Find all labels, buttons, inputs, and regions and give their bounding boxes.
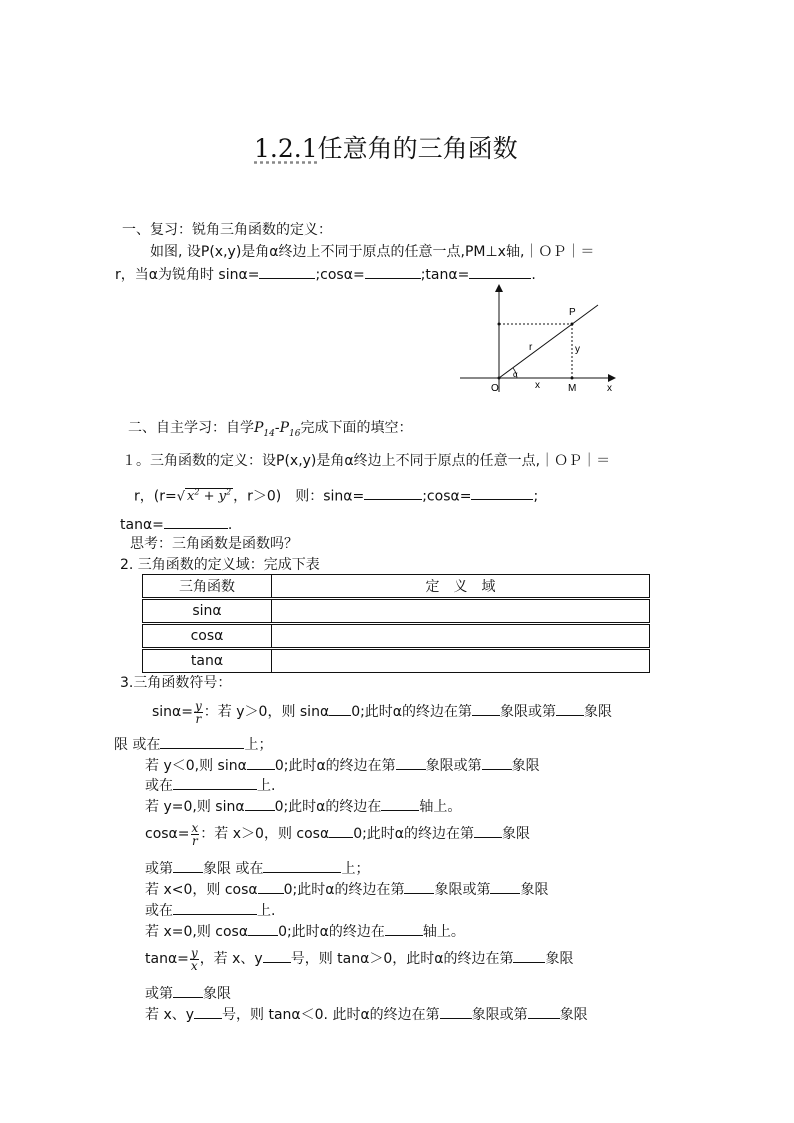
fraction-y-over-x (190, 947, 199, 972)
blank[interactable] (263, 859, 341, 873)
sin-neg-cont (145, 776, 275, 795)
on-end: 上； (244, 737, 273, 753)
axis-end: 轴上。 (422, 924, 465, 940)
blank[interactable] (173, 859, 203, 873)
label-x-seg: x (535, 380, 540, 391)
or-at: 或在 (145, 778, 173, 794)
axis-end: 轴上。 (419, 799, 462, 815)
heading-text-b: 完成下面的填空： (300, 420, 413, 436)
label-tan: ;tanα= (420, 267, 470, 283)
on-dot: 上. (257, 903, 276, 919)
item1-line1: １。三角函数的定义：设P(x,y)是角α终边上不同于原点的任意一点,｜ＯＰ｜＝ (122, 453, 611, 469)
blank[interactable] (472, 702, 500, 716)
blank[interactable] (385, 922, 423, 936)
sin1-text: ：若 y＞0，则 sinα (203, 704, 330, 720)
cos-zero-line (145, 922, 465, 941)
blank[interactable] (248, 922, 278, 936)
blank[interactable] (173, 984, 203, 998)
rad-plus: + (199, 489, 219, 505)
cont-text: 限 或在 (114, 737, 161, 753)
sq-x: 2 (194, 488, 200, 497)
sin-eq: sinα= (152, 704, 194, 720)
page-range (254, 420, 301, 439)
blank[interactable] (329, 824, 353, 838)
think-question: 思考：三角函数是函数吗？ (130, 536, 298, 552)
quad: 象限 (559, 1007, 588, 1023)
frac-num: y (195, 698, 202, 713)
cos-eq: cosα= (145, 826, 190, 842)
blank[interactable] (258, 880, 284, 894)
blank[interactable] (396, 756, 426, 770)
label-r: r (529, 342, 533, 353)
fraction-y-over-r (194, 700, 203, 725)
blank[interactable] (482, 756, 512, 770)
y-point (498, 323, 501, 326)
tan2-text: 若 x、y (145, 1007, 195, 1023)
blank-tan-def[interactable] (164, 515, 228, 529)
sin2-text-b: 0;此时α的终边在第 (274, 758, 396, 774)
tan-def-line (145, 944, 573, 974)
table-row (143, 599, 650, 624)
label-x-axis: x (607, 383, 612, 394)
point-P (571, 323, 574, 326)
cos1-text: ：若 x＞0，则 cosα (200, 826, 330, 842)
cont-text-b: 象限 或在 (203, 861, 264, 877)
quad-or: 象限或第 (425, 758, 482, 774)
frac-den: r (195, 711, 202, 726)
label-sin: r，当α为锐角时 sinα= (115, 267, 260, 283)
on-dot: 上. (257, 778, 276, 794)
sin-def-line (152, 697, 612, 727)
blank[interactable] (474, 824, 502, 838)
r-eq: r，(r= (134, 488, 177, 505)
label-sin: ，r＞0) 则：sinα= (233, 488, 365, 505)
tan2-text-b: 号，则 tanα＜0. 此时α的终边在第 (222, 1007, 440, 1023)
quad-or: 象限或第 (500, 704, 557, 720)
blank[interactable] (173, 776, 257, 790)
label-y-seg: y (575, 344, 580, 355)
quad-or: 象限或第 (471, 1007, 528, 1023)
sin2-text: 若 y＜0,则 sinα (145, 758, 247, 774)
blank[interactable] (173, 901, 257, 915)
cos3-text: 若 x=0,则 cosα (145, 924, 249, 940)
cos-def-line (145, 819, 530, 849)
blank[interactable] (404, 880, 434, 894)
label-cos: ;cosα= (315, 267, 365, 283)
on-end: 上； (341, 861, 370, 877)
p-end: P (279, 420, 290, 436)
label-cos: ;cosα= (422, 488, 472, 505)
tan1-text: ，若 x、y (199, 951, 263, 967)
fraction-x-over-r (191, 822, 200, 847)
label-M: M (568, 383, 577, 394)
cos-neg-cont (145, 901, 275, 920)
sqrt-expression: √ $x^2 + y^2$ (176, 488, 232, 505)
section1-heading: 一、复习：锐角三角函数的定义： (122, 222, 332, 238)
blank-sin[interactable] (259, 265, 315, 279)
rad-y: y (218, 489, 226, 505)
quad: 象限 (520, 882, 549, 898)
frac-den: r (192, 833, 198, 848)
table-row (143, 624, 650, 649)
table-cell-sin: sinα (143, 599, 272, 624)
table-cell-tan-domain[interactable] (272, 649, 650, 673)
blank[interactable] (247, 756, 275, 770)
sin-zero-line (145, 797, 461, 816)
sin-neg-line (145, 756, 540, 775)
terminal-side (499, 305, 598, 378)
cos3-text-b: 0;此时α的终边在 (278, 924, 385, 940)
label-P: P (569, 307, 576, 318)
sq-y: 2 (225, 488, 232, 497)
sin1-text-b: 0;此时α的终边在第 (351, 704, 473, 720)
quad: 象限 (502, 826, 531, 842)
cos2-text: 若 x<0，则 cosα (145, 882, 258, 898)
blank-sin-def[interactable] (364, 486, 422, 500)
blank[interactable] (194, 1005, 222, 1019)
table-cell-sin-domain[interactable] (272, 599, 650, 624)
blank[interactable] (440, 1005, 472, 1019)
blank[interactable] (490, 880, 520, 894)
title-text: 任意角的三角函数 (317, 134, 518, 163)
tan-neg-line (145, 1005, 588, 1024)
frac-num: x (191, 820, 199, 835)
coordinate-figure (455, 280, 625, 400)
blank[interactable] (381, 797, 419, 811)
blank[interactable] (528, 1005, 560, 1019)
quad: 象限 (203, 986, 231, 1002)
blank[interactable] (263, 949, 291, 963)
table-header-func: 三角函数 (143, 575, 272, 599)
section1-line1: 如图, 设P(x,y)是角α终边上不同于原点的任意一点,PM⊥x轴,｜ＯＰ｜＝ (150, 244, 595, 260)
semicolon: ; (533, 488, 539, 505)
item1-line2 (134, 482, 538, 508)
cos-def-cont (145, 859, 369, 878)
point-M (571, 377, 574, 380)
p-start: P (254, 420, 264, 436)
p-end-sub: 16 (289, 428, 301, 439)
sin3-text-b: 0;此时α的终边在 (274, 799, 382, 815)
domain-table (142, 574, 650, 673)
blank-cos-def[interactable] (471, 486, 533, 500)
item1-line3 (120, 515, 232, 534)
cos2-text-b: 0;此时α的终边在第 (283, 882, 405, 898)
blank[interactable] (329, 702, 351, 716)
label-tan: tanα= (120, 517, 164, 533)
blank-tan[interactable] (469, 265, 531, 279)
section2-heading (128, 419, 412, 443)
table-cell-cos: cosα (143, 624, 272, 649)
period: . (531, 267, 536, 283)
quad: 象限 (584, 704, 613, 720)
blank-cos[interactable] (365, 265, 421, 279)
origin-point (498, 377, 501, 380)
frac-den: x (190, 958, 198, 973)
or-at: 或在 (145, 903, 173, 919)
item2-heading: 2. 三角函数的定义域：完成下表 (120, 557, 320, 573)
sin-def-cont (114, 735, 272, 754)
frac-num: y (190, 945, 198, 960)
blank[interactable] (245, 797, 275, 811)
quad: 象限 (545, 951, 574, 967)
table-row (143, 649, 650, 673)
cos1-text-b: 0;此时α的终边在第 (353, 826, 475, 842)
period: . (227, 517, 233, 533)
page-title (254, 133, 518, 165)
table-cell-tan: tanα (143, 649, 272, 673)
blank[interactable] (513, 949, 545, 963)
table-header-row (143, 575, 650, 599)
cont-text: 或第 (145, 861, 173, 877)
blank[interactable] (160, 735, 244, 749)
tan-def-cont (145, 984, 231, 1003)
p-start-sub: 14 (263, 428, 275, 439)
item3-heading: 3.三角函数符号： (120, 675, 232, 691)
title-number: 1.2.1 (254, 134, 318, 163)
dash: - (274, 420, 280, 436)
quad-or: 象限或第 (434, 882, 491, 898)
quad: 象限 (511, 758, 540, 774)
rad-x: x (187, 489, 195, 505)
label-O: O (491, 383, 499, 394)
heading-text: 二、自主学习：自学 (128, 420, 254, 436)
table-header-domain: 定 义 域 (272, 575, 650, 599)
label-alpha: α (513, 370, 518, 379)
table-cell-cos-domain[interactable] (272, 624, 650, 649)
blank[interactable] (556, 702, 584, 716)
sin3-text: 若 y=0,则 sinα (145, 799, 245, 815)
cont-text: 或第 (145, 986, 173, 1002)
tan-eq: tanα= (145, 951, 189, 967)
cos-neg-line (145, 880, 548, 899)
tan1-text-b: 号，则 tanα＞0，此时α的终边在第 (290, 951, 514, 967)
